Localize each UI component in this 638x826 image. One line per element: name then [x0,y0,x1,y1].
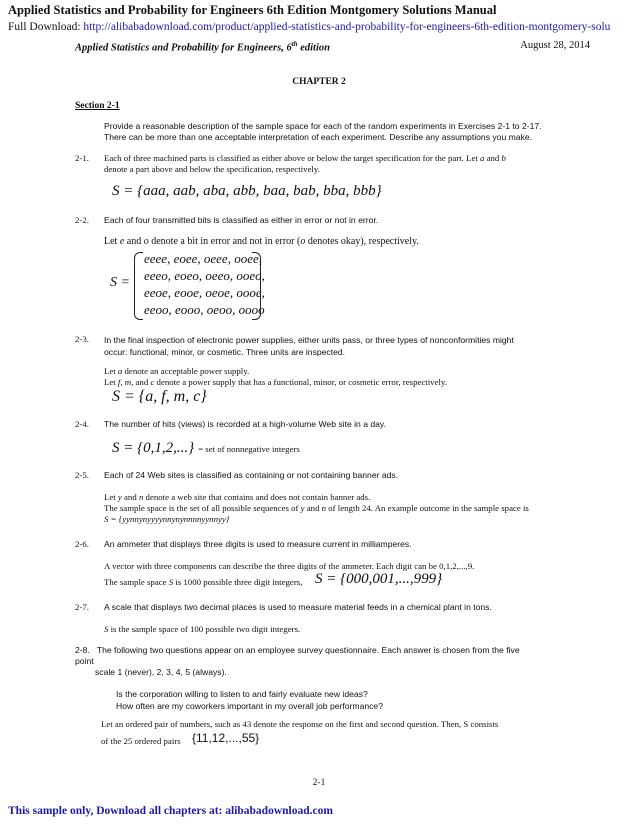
exercise-text: 2-8. The following two questions appear on an employee survey questionnaire. Each answer is chosen from the five point [75,645,520,666]
running-header-title: Applied Statistics and Probability for Engineers, 6th edition [75,40,330,54]
exercise-note: The sample space S is 1000 possible three digit integers, [104,577,303,587]
exercise-text: Each of four transmitted bits is classified as either in error or not in error. [104,215,379,225]
left-brace [134,252,143,320]
footer-note: This sample only, Download all chapters at: alibabadownload.com [8,805,333,817]
right-brace [252,252,261,320]
exercise-text: Each of 24 Web sites is classified as containing or not containing banner ads. [104,470,399,480]
exercise-number: 2-4. [75,419,89,429]
exercise-text: In the final inspection of electronic power supplies, either units pass, or three types of nonconformities might occur: functional, minor, or cosmetic. Three units are inspected. [104,335,514,357]
intro-text: Provide a reasonable description of the sample space for each of the random experiments in Exercises 2-1 to 2-17. There can be more than one acceptable interpretation of each experiment. Describe any assumptions you make. [104,121,542,142]
exercise-scale: scale 1 (never), 2, 3, 4, 5 (always). [95,667,227,677]
section-heading: Section 2-1 [75,101,120,111]
exercise-number: 2-7. [75,602,89,612]
sample-space-line [112,439,300,457]
running-header-date: August 28, 2014 [520,40,590,51]
exercise-note: Let an ordered pair of numbers, such as 43 denote the response on the first and second question. Then, S consists [101,719,499,729]
chapter-heading: CHAPTER 2 [292,77,346,87]
exercise-number: 2-2. [75,215,89,225]
download-line [8,21,610,33]
exercise-note: A vector with three components can describe the three digits of the ammeter. Each digit can be 0,1,2,...,9. [104,561,475,571]
download-link[interactable]: http://alibabadownload.com/product/applied-statistics-and-probability-for-engineers-6th-edition-montgomery-solu [83,21,611,33]
banner-title: Applied Statistics and Probability for Engineers 6th Edition Montgomery Solutions Manual [8,3,497,17]
exercise-note: Let a denote an acceptable power supply. Let f, m, and c denote a power supply that has a functional, minor, or cosmetic error, respectively. [104,366,447,387]
sample-space-formula: S = {aaa, aab, aba, abb, baa, bab, bba, bbb} [112,183,382,199]
download-label: Full Download: [8,21,84,33]
page-number: 2-1 [312,778,326,788]
exercise-note: S is the sample space of 100 possible two digit integers. [104,624,301,634]
exercise-number: 2-5. [75,470,89,480]
sample-space-formula: S = {0,1,2,...} [112,440,195,456]
set-rows: eeee, eoee, oeee, ooee, eeeo, eoeo, oeeo, ooeo, eeoe, eooe, oeoe, oooe, eeoo, eooo, oeoo, oooo [144,251,265,317]
sample-space-formula: S = {yynnynyyyynnynynnnnyynnyy} [104,514,230,524]
sample-space-formula: S = {a, f, m, c} [112,388,207,405]
exercise-note: of the 25 ordered pairs [101,736,181,746]
exercise-note: Let y and n denote a web site that contains and does not contain banner ads. The sample space is the set of all possible sequences of y and n of length 24. An example outcome in the sample space is S = {yynnynyyyynnynynnnnyynnyy} [104,492,529,524]
sample-space-formula: S = {000,001,...,999} [315,571,443,587]
formula-note: = set of nonnegative integers [198,444,300,454]
exercise-text: The number of hits (views) is recorded at a high-volume Web site in a day. [104,419,386,429]
sample-space-formula: {11,12,...,55} [192,731,260,745]
exercise-text: An ammeter that displays three digits is used to measure current in milliamperes. [104,539,412,549]
exercise-note: Let e and o denote a bit in error and not in error (o denotes okay), respectively. [104,236,419,247]
survey-questions: Is the corporation willing to listen to and fairly evaluate new ideas? How often are my coworkers important in my overall job performance? [116,689,383,711]
exercise-text: A scale that displays two decimal places is used to measure material feeds in a chemical plant in tons. [104,602,492,612]
exercise-number: 2-6. [75,539,89,549]
exercise-text: Each of three machined parts is classified as either above or below the target specification for the part. Let a and b denote a part above and below the specification, respectively. [104,153,506,174]
sample-space-set [104,250,274,322]
exercise-number: 2-3. [75,334,89,344]
exercise-number: 2-1. [75,153,89,163]
set-label: S = [110,275,130,290]
